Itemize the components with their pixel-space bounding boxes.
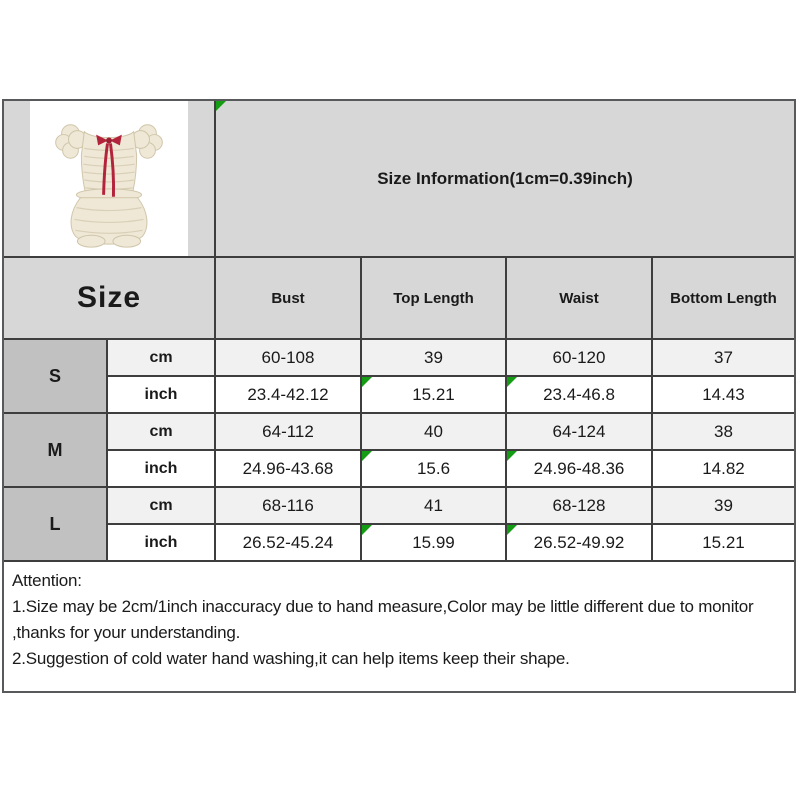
size-chart-table (2, 99, 796, 693)
title-text: Size Information(1cm=0.39inch) (377, 168, 633, 188)
s-inch-top-length: 15.21 (362, 377, 507, 414)
col-header-waist: Waist (507, 258, 653, 340)
green-triangle-icon (362, 451, 372, 461)
s-inch-waist: 23.4-46.8 (507, 377, 653, 414)
s-inch-bust: 23.4-42.12 (216, 377, 362, 414)
size-header: Size (4, 258, 216, 340)
attention-line-2: ,thanks for your understanding. (12, 623, 241, 642)
s-cm-bottom-length: 37 (653, 340, 794, 377)
green-triangle-icon (362, 377, 372, 387)
m-cm-bottom-length: 38 (653, 414, 794, 451)
green-triangle-icon (507, 377, 517, 387)
unit-label-inch: inch (108, 377, 216, 414)
unit-label-cm: cm (108, 488, 216, 525)
l-cm-waist: 68-128 (507, 488, 653, 525)
attention-line-1: 1.Size may be 2cm/1inch inaccuracy due to hand measure,Color may be little different due to monitor (12, 597, 754, 616)
l-inch-top-length: 15.99 (362, 525, 507, 562)
m-inch-top-length: 15.6 (362, 451, 507, 488)
m-inch-bust: 24.96-43.68 (216, 451, 362, 488)
l-inch-bottom-length: 15.21 (653, 525, 794, 562)
s-inch-bottom-length: 14.43 (653, 377, 794, 414)
s-cm-bust: 60-108 (216, 340, 362, 377)
l-inch-waist: 26.52-49.92 (507, 525, 653, 562)
l-cm-top-length: 41 (362, 488, 507, 525)
attention-line-3: 2.Suggestion of cold water hand washing,it can help items keep their shape. (12, 649, 570, 668)
size-label-m: M (4, 414, 108, 488)
m-inch-bottom-length: 14.82 (653, 451, 794, 488)
green-triangle-icon (507, 525, 517, 535)
m-cm-waist: 64-124 (507, 414, 653, 451)
s-cm-top-length: 39 (362, 340, 507, 377)
size-information-title (216, 101, 794, 258)
l-cm-bust: 68-116 (216, 488, 362, 525)
green-triangle-icon (507, 451, 517, 461)
m-inch-waist: 24.96-48.36 (507, 451, 653, 488)
size-label-l: L (4, 488, 108, 562)
m-cm-top-length: 40 (362, 414, 507, 451)
l-inch-bust: 26.52-45.24 (216, 525, 362, 562)
unit-label-cm: cm (108, 340, 216, 377)
product-image-cell (4, 101, 216, 258)
size-label-s: S (4, 340, 108, 414)
l-cm-bottom-length: 39 (653, 488, 794, 525)
attention-note (4, 562, 794, 691)
attention-heading: Attention: (12, 571, 82, 590)
col-header-bottom-length: Bottom Length (653, 258, 794, 340)
unit-label-cm: cm (108, 414, 216, 451)
green-triangle-icon (216, 101, 226, 111)
s-cm-waist: 60-120 (507, 340, 653, 377)
unit-label-inch: inch (108, 525, 216, 562)
product-photo (30, 101, 188, 256)
green-triangle-icon (362, 525, 372, 535)
col-header-bust: Bust (216, 258, 362, 340)
col-header-top-length: Top Length (362, 258, 507, 340)
m-cm-bust: 64-112 (216, 414, 362, 451)
unit-label-inch: inch (108, 451, 216, 488)
